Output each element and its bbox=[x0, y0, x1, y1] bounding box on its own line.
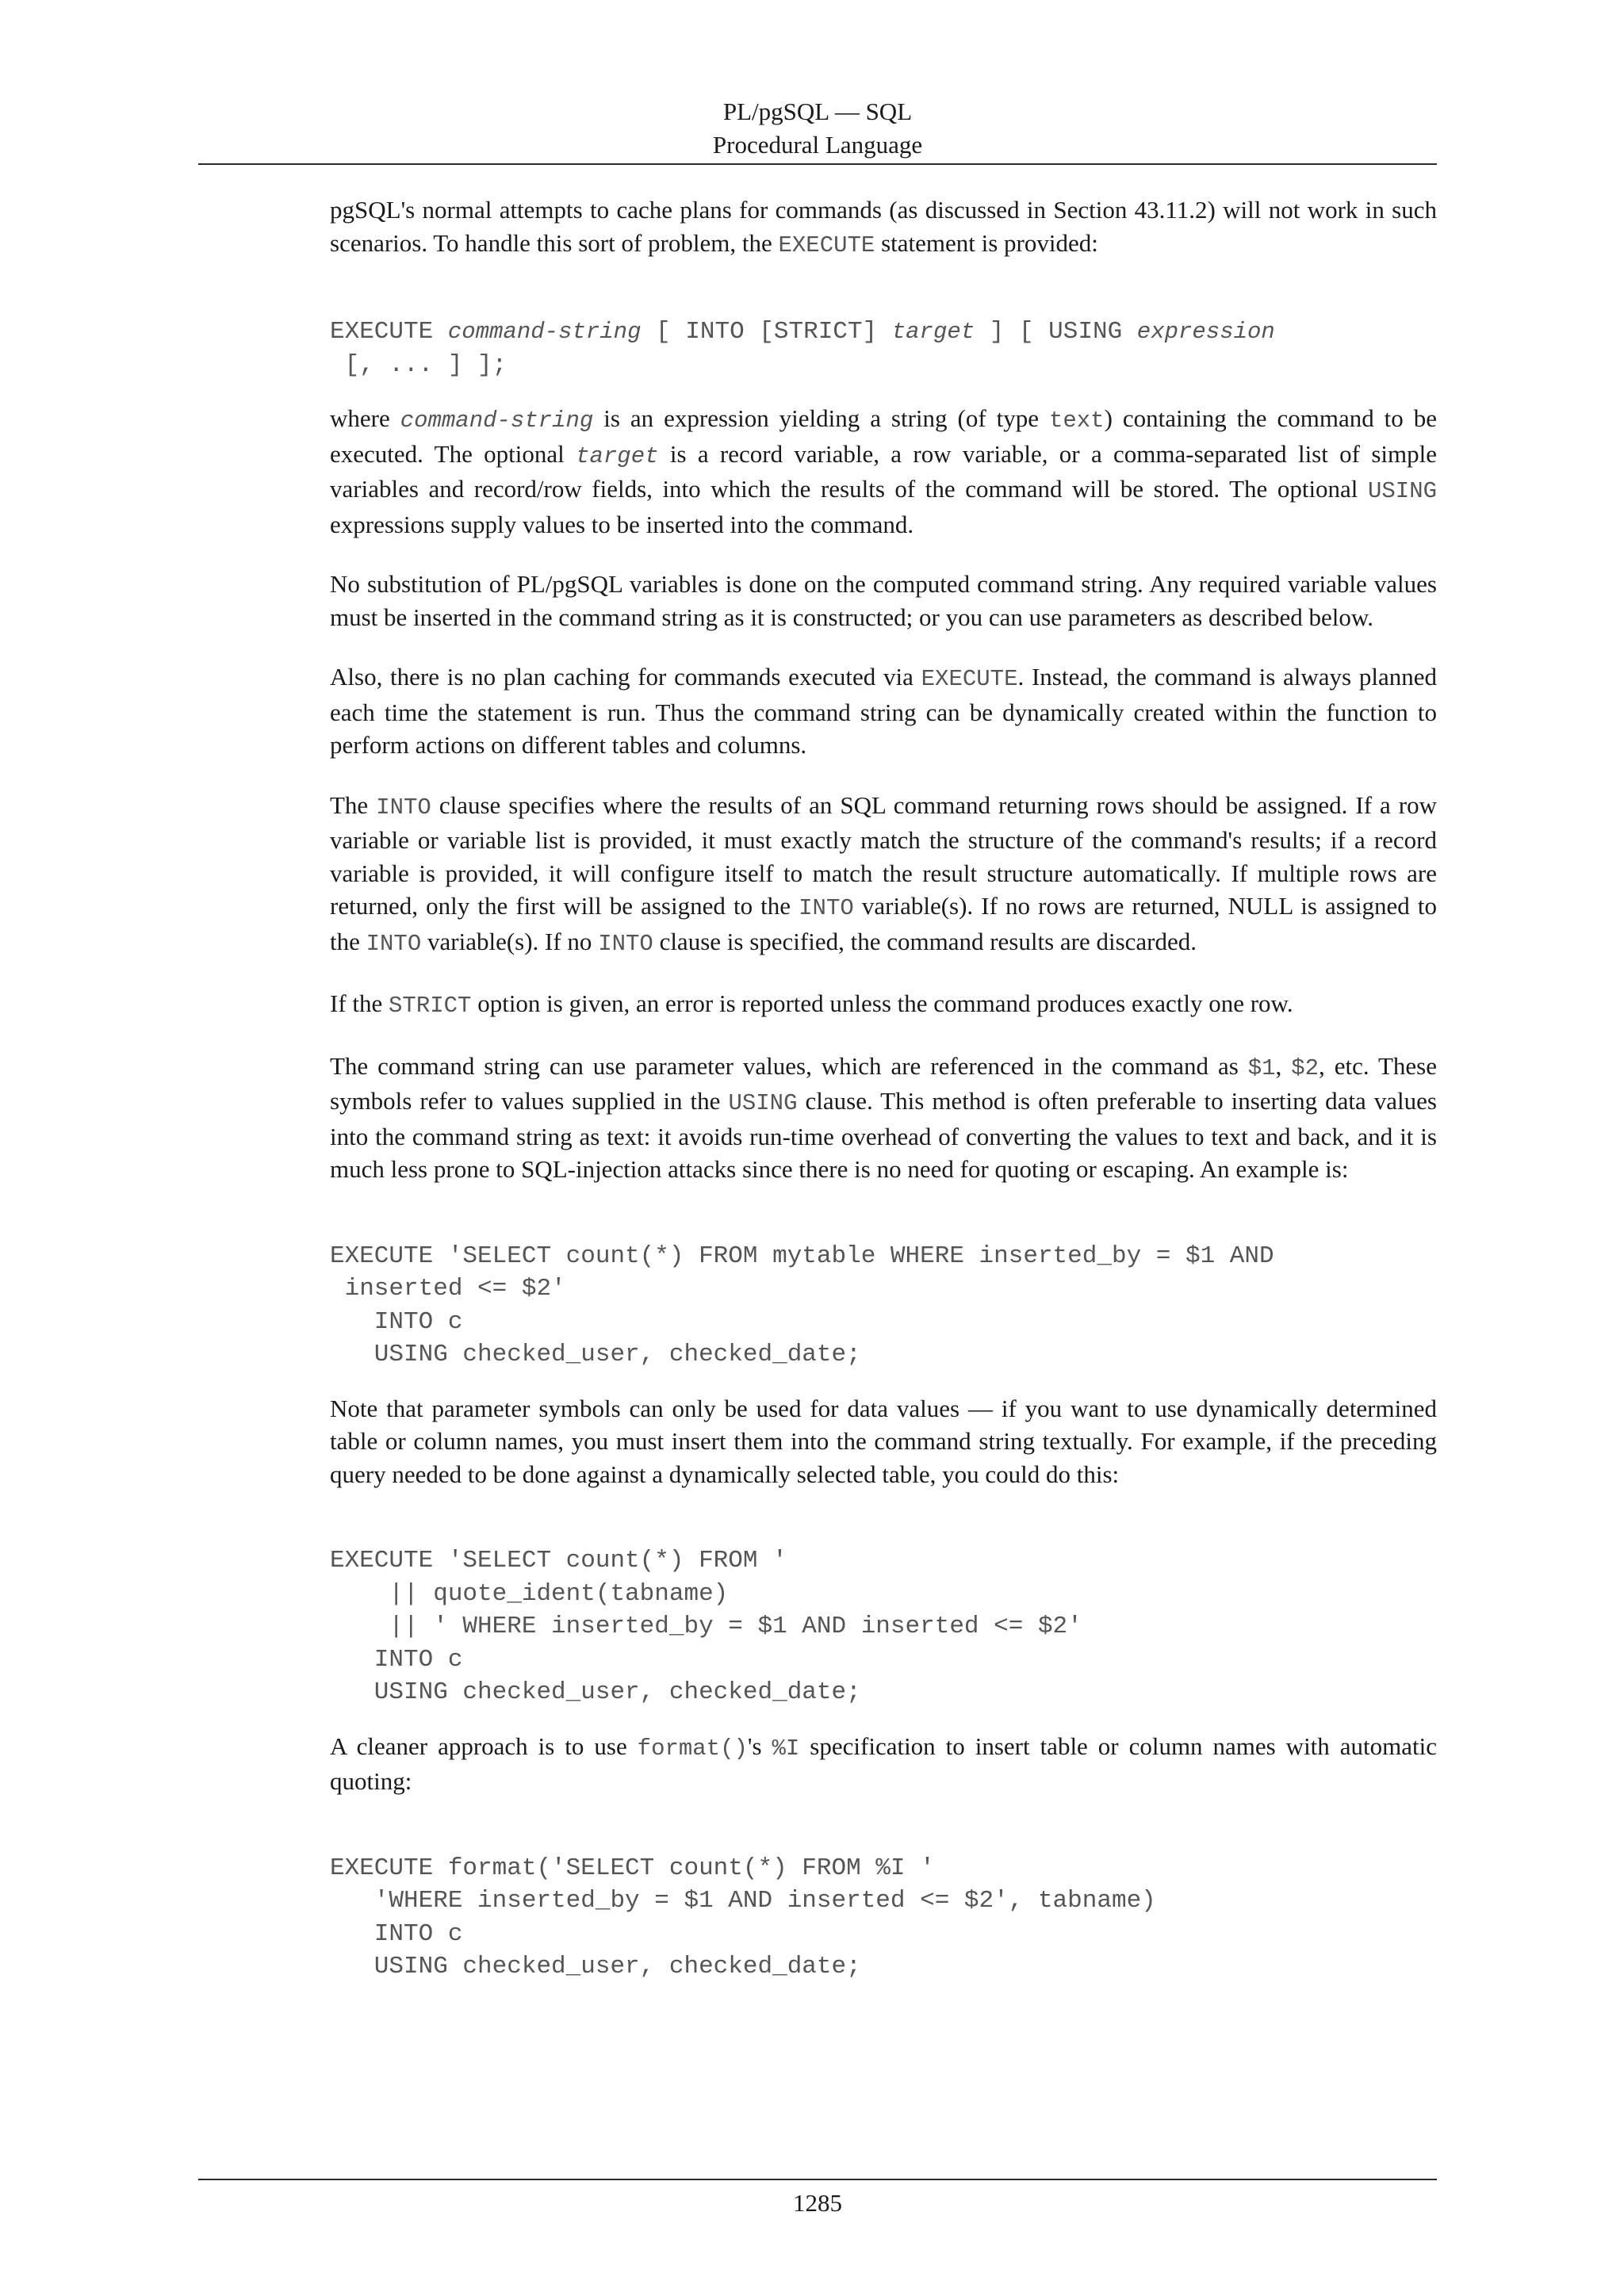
header-title: PL/pgSQL — SQL bbox=[722, 98, 913, 125]
syntax-block bbox=[330, 316, 1437, 381]
text: where bbox=[330, 404, 400, 432]
code-inline: $1 bbox=[1247, 1054, 1276, 1081]
paragraph-substitution: No substitution of PL/pgSQL variables is done on the computed command string. Any required variable values must be inserted in the command string as it is constructed; or you can use parameters as described below. bbox=[330, 570, 1437, 631]
text: is a record variable, a row variable, or a comma-separated list of simple variables and record/row fields, into which the results of the command will be stored. The optional bbox=[330, 439, 1437, 503]
code-inline: format() bbox=[637, 1735, 748, 1762]
code-arg: target bbox=[891, 319, 975, 345]
spacer bbox=[330, 762, 1437, 789]
text: statement is provided: bbox=[875, 228, 1098, 257]
footer-rule bbox=[198, 2179, 1437, 2180]
text: . Instead, the command is always planned each time the statement is run. Thus the command string can be dynamically created within the function to perform actions on different tables and columns. bbox=[330, 663, 1437, 759]
text: 's bbox=[747, 1732, 772, 1760]
text: , etc. These symbols refer to values supplied in the bbox=[330, 1051, 1438, 1115]
code-inline: INTO bbox=[799, 895, 854, 921]
code-text: ] [ USING bbox=[975, 318, 1137, 346]
code-text: [ INTO [STRICT] bbox=[641, 318, 892, 346]
text: option is given, an error is reported unless the command produces exactly one row. bbox=[471, 989, 1293, 1017]
text: clause is specified, the command results are discarded. bbox=[653, 927, 1197, 955]
code-inline: USING bbox=[728, 1090, 798, 1116]
code-example-format: EXECUTE format('SELECT count(*) FROM %I ' 'WHERE inserted_by = $1 AND inserted <= $2', tabname) INTO c USING checked_user, checked_date; bbox=[330, 1854, 1156, 1980]
code-text: EXECUTE bbox=[330, 318, 448, 346]
header-subtitle: Procedural Language bbox=[712, 131, 923, 159]
text: clause. This method is often preferable to inserting data values into the command string as text: it avoids run-time overhead of converting the values to text and back, and it is much less prone to SQL-injection attacks since there is no need for quoting or escaping. An example is: bbox=[330, 1087, 1437, 1183]
text: , bbox=[1275, 1051, 1292, 1080]
code-inline: EXECUTE bbox=[921, 666, 1018, 692]
text: pgSQL's normal attempts to cache plans for commands (as discussed in Section 43.11.2) will not work in such scenarios. To handle this sort of problem, the bbox=[330, 196, 1437, 257]
page-number: 1285 bbox=[793, 2189, 842, 2217]
spacer bbox=[330, 1372, 1437, 1392]
spacer bbox=[330, 1023, 1437, 1050]
text: Also, there is no plan caching for commands executed via bbox=[330, 663, 921, 691]
running-header bbox=[198, 95, 1437, 162]
code-text: [, ... ] ]; bbox=[344, 350, 508, 379]
paragraph-format bbox=[330, 1730, 1437, 1798]
text: variable(s). If no rows are returned, NULL is assigned to the bbox=[330, 892, 1437, 955]
page-body bbox=[330, 193, 1437, 1984]
code-inline: INTO bbox=[598, 930, 653, 957]
spacer bbox=[330, 381, 1437, 402]
text: ) containing the command to be executed. The optional bbox=[330, 404, 1438, 468]
text: is an expression yielding a string (of type bbox=[593, 404, 1049, 432]
paragraph-where bbox=[330, 402, 1437, 541]
text: expressions supply values to be inserted into the command. bbox=[330, 510, 914, 538]
paragraph-parameters bbox=[330, 1050, 1437, 1186]
code-arg: command-string bbox=[400, 408, 594, 434]
spacer bbox=[330, 633, 1437, 660]
code-arg: command-string bbox=[447, 319, 642, 345]
text: If the bbox=[330, 989, 389, 1017]
spacer bbox=[330, 1186, 1437, 1240]
paragraph-into-clause bbox=[330, 789, 1437, 961]
code-inline: INTO bbox=[376, 794, 431, 821]
paragraph-strict bbox=[330, 987, 1437, 1023]
header-rule bbox=[198, 163, 1437, 165]
spacer bbox=[330, 1490, 1437, 1544]
code-inline: USING bbox=[1367, 478, 1437, 504]
text: A cleaner approach is to use bbox=[330, 1732, 638, 1760]
spacer bbox=[330, 1798, 1437, 1852]
paragraph-note: Note that parameter symbols can only be used for data values — if you want to use dynamically determined table or column names, you must insert them into the command string textually. For example, if the preceding query needed to be done against a dynamically selected table, you could do this: bbox=[330, 1394, 1437, 1488]
code-inline: EXECUTE bbox=[778, 232, 875, 258]
code-inline: INTO bbox=[366, 930, 422, 957]
text: The command string can use parameter values, which are referenced in the command as bbox=[330, 1051, 1248, 1080]
code-inline: %I bbox=[772, 1735, 800, 1762]
paragraph-intro bbox=[330, 193, 1437, 262]
spacer bbox=[330, 262, 1437, 316]
code-example-using: EXECUTE 'SELECT count(*) FROM mytable WHERE inserted_by = $1 AND inserted <= $2' INTO c USING checked_user, checked_date; bbox=[330, 1242, 1274, 1368]
code-example-quote-ident: EXECUTE 'SELECT count(*) FROM ' || quote_ident(tabname) || ' WHERE inserted_by = $1 AND inserted <= $2' INTO c USING checked_user, checked_date; bbox=[330, 1547, 1082, 1706]
spacer bbox=[330, 960, 1437, 987]
text: variable(s). If no bbox=[421, 927, 599, 955]
code-arg: expression bbox=[1136, 319, 1275, 345]
text: specification to insert table or column names with automatic quoting: bbox=[330, 1732, 1437, 1795]
code-inline: text bbox=[1048, 408, 1105, 434]
text: The bbox=[330, 790, 377, 819]
text: clause specifies where the results of an SQL command returning rows should be assigned. If a row variable or variable list is provided, it must exactly match the structure of the command's results; if a record variable is provided, it will configure itself to match the result structure automatically. If multiple rows are returned, only the first will be assigned to the bbox=[330, 790, 1437, 920]
code-arg: target bbox=[576, 442, 659, 469]
paragraph-plan-caching bbox=[330, 660, 1437, 762]
code-inline: STRICT bbox=[389, 993, 472, 1019]
spacer bbox=[330, 1709, 1437, 1730]
spacer bbox=[330, 541, 1437, 568]
code-inline: $2 bbox=[1291, 1054, 1320, 1081]
